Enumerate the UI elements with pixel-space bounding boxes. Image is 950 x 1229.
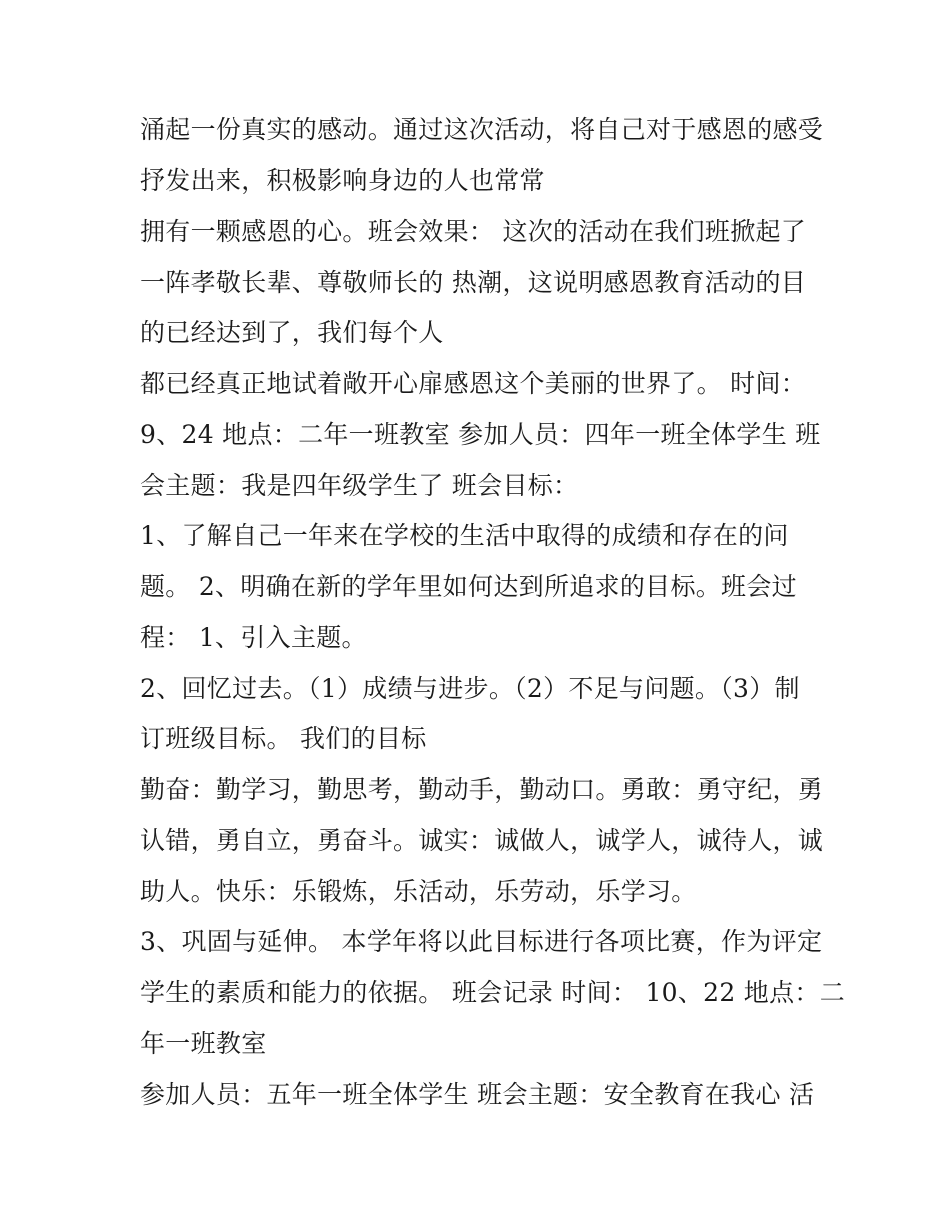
text-line: 年一班教室 bbox=[140, 1029, 267, 1058]
text-line: 会主题：我是四年级学生了 班会目标： bbox=[140, 471, 579, 500]
text-line: 程： 1、引入主题。 bbox=[140, 623, 367, 652]
text-line: 都已经真正地试着敞开心扉感恩这个美丽的世界了。 时间： bbox=[140, 369, 807, 398]
text-line: 3、巩固与延伸。 本学年将以此目标进行各项比赛，作为评定 bbox=[140, 927, 823, 956]
text-line: 拥有一颗感恩的心。班会效果： 这次的活动在我们班掀起了 bbox=[140, 217, 807, 246]
text-line: 1、了解自己一年来在学校的生活中取得的成绩和存在的问 bbox=[140, 521, 789, 550]
text-line: 2、回忆过去。（1）成绩与进步。（2）不足与问题。（3）制 bbox=[140, 674, 800, 703]
text-line: 学生的素质和能力的依据。 班会记录 时间： 10、22 地点：二 bbox=[140, 978, 846, 1007]
text-line: 订班级目标。 我们的目标 bbox=[140, 724, 427, 753]
text-line: 一阵孝敬长辈、尊敬师长的 热潮，这说明感恩教育活动的目 bbox=[140, 268, 807, 297]
text-line: 题。 2、明确在新的学年里如何达到所追求的目标。班会过 bbox=[140, 572, 797, 601]
text-line: 助人。快乐：乐锻炼，乐活动，乐劳动，乐学习。 bbox=[140, 877, 697, 906]
text-line: 抒发出来，积极影响身边的人也常常 bbox=[140, 166, 545, 195]
text-line: 勤奋：勤学习，勤思考，勤动手，勤动口。勇敢：勇守纪，勇 bbox=[140, 775, 824, 804]
text-line: 参加人员：五年一班全体学生 班会主题：安全教育在我心 活 bbox=[140, 1080, 815, 1109]
text-line: 认错，勇自立，勇奋斗。诚实：诚做人，诚学人，诚待人，诚 bbox=[140, 826, 824, 855]
text-line: 涌起一份真实的感动。通过这次活动，将自己对于感恩的感受 bbox=[140, 115, 824, 144]
text-line: 的已经达到了，我们每个人 bbox=[140, 318, 444, 347]
text-line: 9、24 地点：二年一班教室 参加人员：四年一班全体学生 班 bbox=[140, 420, 821, 449]
